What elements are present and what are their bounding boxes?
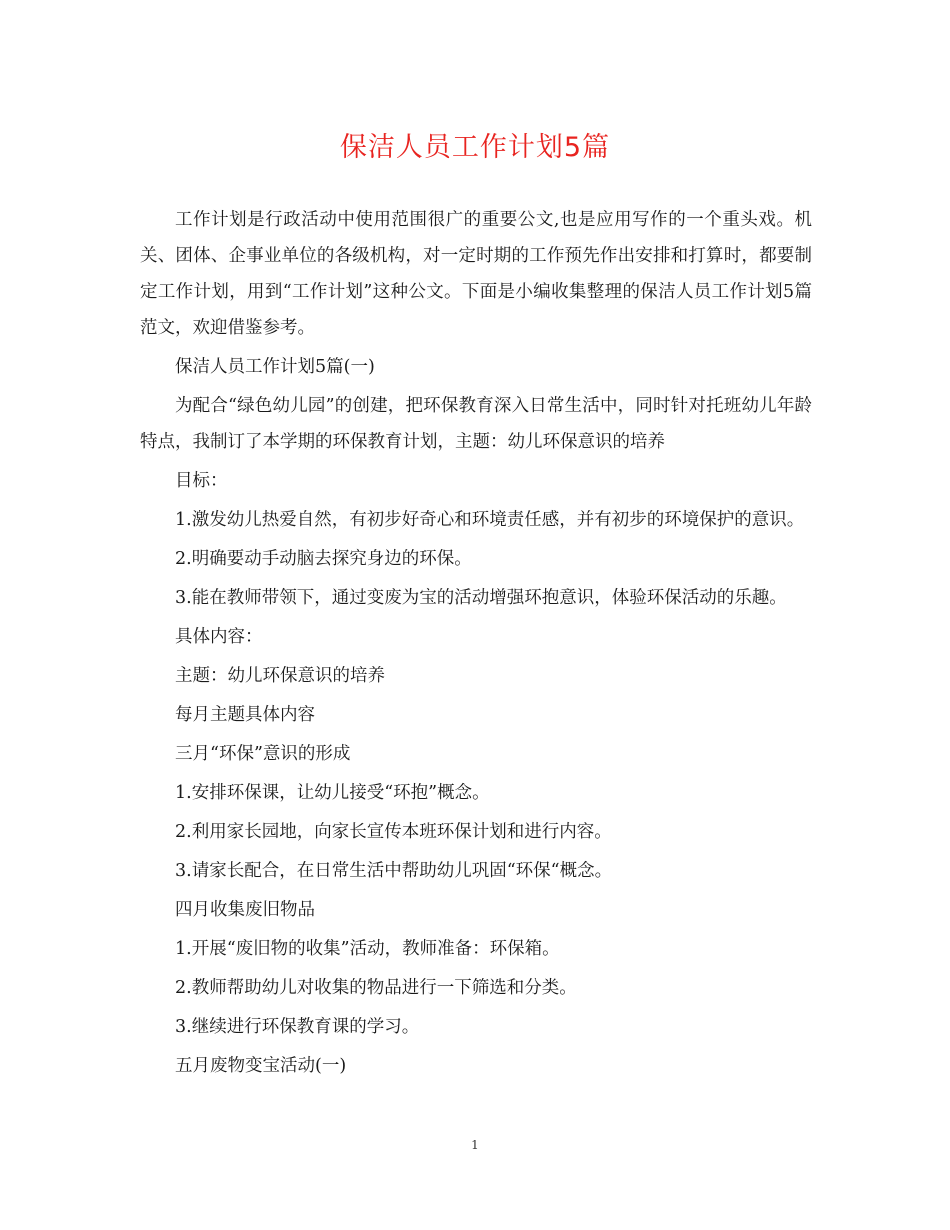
paragraph: 保洁人员工作计划5篇(一) bbox=[175, 357, 375, 377]
paragraph: 3.继续进行环保教育课的学习。 bbox=[175, 1017, 420, 1037]
paragraph: 1.开展“废旧物的收集”活动，教师准备：环保箱。 bbox=[175, 939, 560, 959]
paragraph: 3.能在教师带领下，通过变废为宝的活动增强环抱意识，体验环保活动的乐趣。 bbox=[175, 588, 787, 608]
paragraph: 四月收集废旧物品 bbox=[175, 900, 315, 920]
document-title: 保洁人员工作计划5篇 bbox=[339, 132, 611, 163]
paragraph: 三月“环保”意识的形成 bbox=[175, 744, 351, 764]
paragraph: 具体内容： bbox=[175, 627, 263, 647]
paragraph: 为配合“绿色幼儿园”的创建，把环保教育深入日常生活中，同时针对托班幼儿年龄特点，我制订了本学期的环保教育计划，主题：幼儿环保意识的培养 bbox=[140, 396, 812, 452]
paragraph: 3.请家长配合，在日常生活中帮助幼儿巩固“环保“概念。 bbox=[175, 861, 613, 881]
paragraph: 每月主题具体内容 bbox=[175, 705, 315, 725]
paragraph: 1.安排环保课，让幼儿接受“环抱”概念。 bbox=[175, 783, 490, 803]
paragraph: 目标： bbox=[175, 471, 228, 491]
paragraph: 五月废物变宝活动(一) bbox=[175, 1056, 347, 1076]
paragraph: 1.激发幼儿热爱自然，有初步好奇心和环境责任感，并有初步的环境保护的意识。 bbox=[175, 510, 805, 530]
paragraph: 工作计划是行政活动中使用范围很广的重要公文,也是应用写作的一个重头戏。机关、团体、企事业单位的各级机构，对一定时期的工作预先作出安排和打算时，都要制定工作计划，用到“工作计划”这种公文。下面是小编收集整理的保洁人员工作计划5篇范文，欢迎借鉴参考。 bbox=[140, 210, 812, 338]
page-number: 1 bbox=[471, 1138, 479, 1152]
paragraph: 主题：幼儿环保意识的培养 bbox=[175, 666, 385, 686]
paragraph: 2.利用家长园地，向家长宣传本班环保计划和进行内容。 bbox=[175, 822, 612, 842]
paragraph: 2.明确要动手动脑去探究身边的环保。 bbox=[175, 549, 472, 569]
document-body bbox=[140, 202, 812, 1087]
paragraph: 2.教师帮助幼儿对收集的物品进行一下筛选和分类。 bbox=[175, 978, 577, 998]
